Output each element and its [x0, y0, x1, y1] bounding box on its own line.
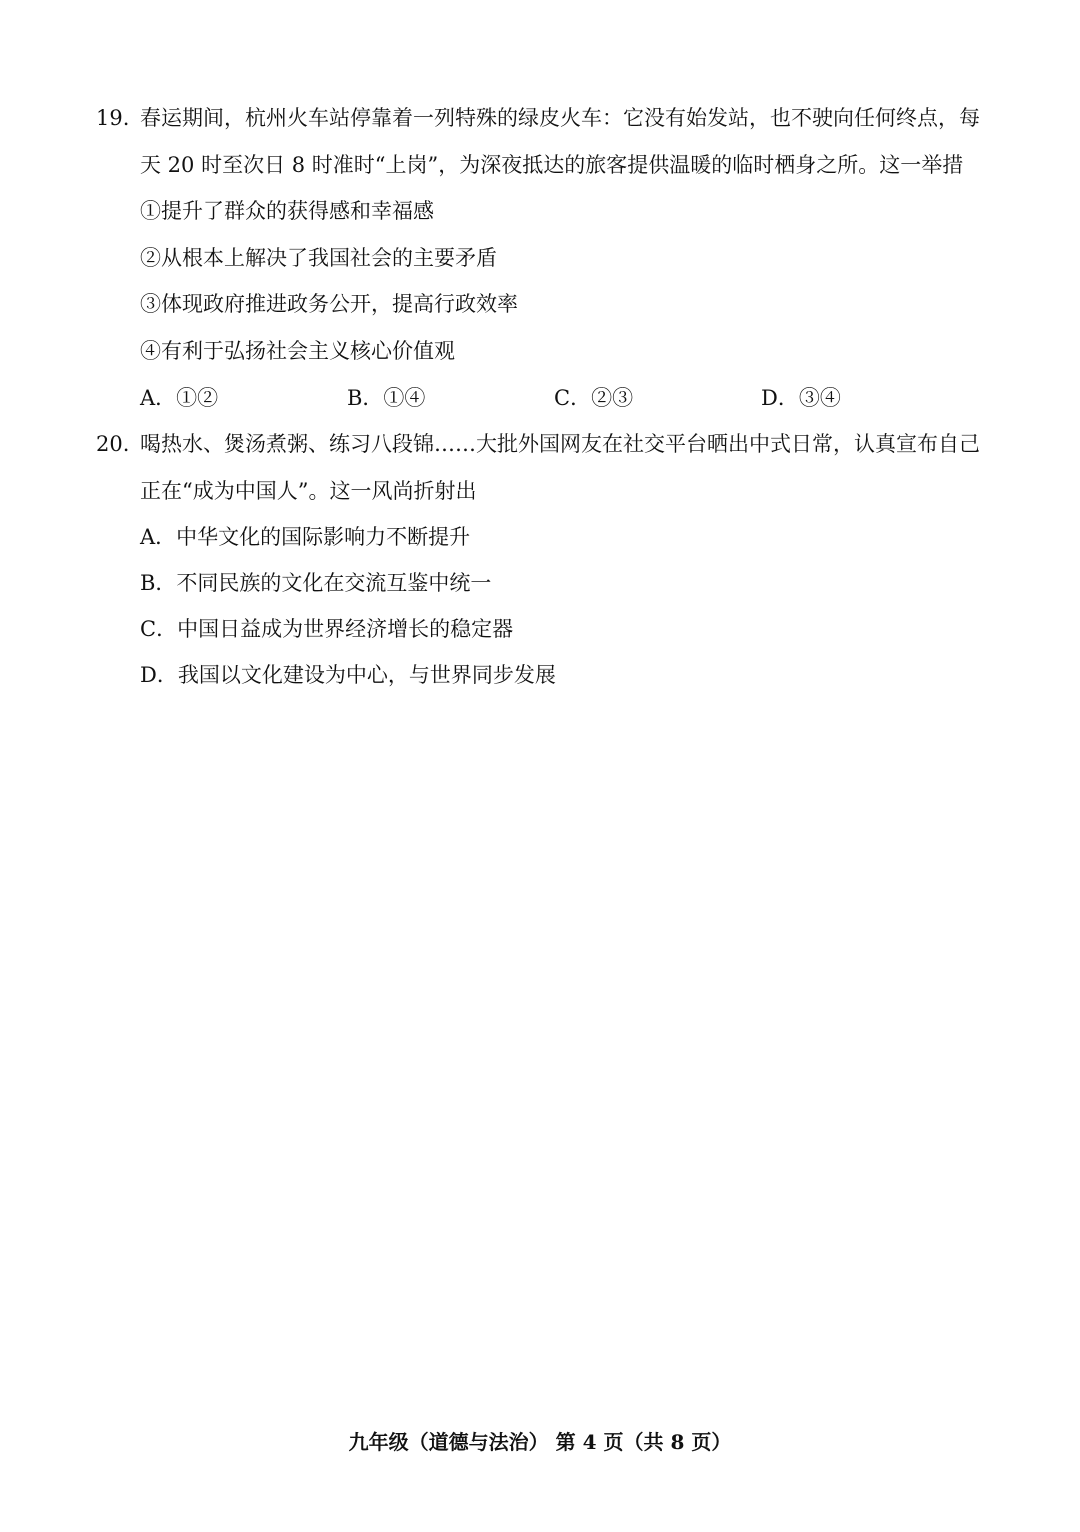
answer-option[interactable]: B．不同民族的文化在交流互鉴中统一 [140, 571, 492, 595]
question-number: 20. [96, 432, 130, 456]
page-footer: 九年级（道德与法治） 第 4 页（共 8 页） [348, 1430, 732, 1454]
statement-item: ③体现政府推进政务公开，提高行政效率 [140, 292, 518, 316]
answer-option[interactable]: A．中华文化的国际影响力不断提升 [140, 525, 471, 549]
question-number: 19. [96, 106, 130, 130]
answer-option[interactable]: A．①② [140, 386, 219, 410]
question-stem-line: 天 20 时至次日 8 时准时“上岗”，为深夜抵达的旅客提供温暖的临时栖身之所。这一举措 [140, 153, 964, 177]
question-stem-line: 正在“成为中国人”。这一风尚折射出 [140, 479, 477, 503]
answer-option[interactable]: B．①④ [347, 386, 426, 410]
answer-option[interactable]: D．③④ [761, 386, 841, 410]
question-stem-line: 春运期间，杭州火车站停靠着一列特殊的绿皮火车：它没有始发站，也不驶向任何终点，每 [140, 106, 980, 130]
statement-item: ④有利于弘扬社会主义核心价值观 [140, 339, 455, 363]
statement-item: ①提升了群众的获得感和幸福感 [140, 199, 434, 223]
statement-item: ②从根本上解决了我国社会的主要矛盾 [140, 246, 497, 270]
answer-options-row [140, 384, 900, 412]
answer-option[interactable]: C．②③ [554, 386, 634, 410]
question-stem-line: 喝热水、煲汤煮粥、练习八段锦……大批外国网友在社交平台晒出中式日常，认真宣布自己 [140, 432, 980, 456]
answer-option[interactable]: D．我国以文化建设为中心，与世界同步发展 [140, 663, 556, 687]
answer-option[interactable]: C．中国日益成为世界经济增长的稳定器 [140, 617, 514, 641]
